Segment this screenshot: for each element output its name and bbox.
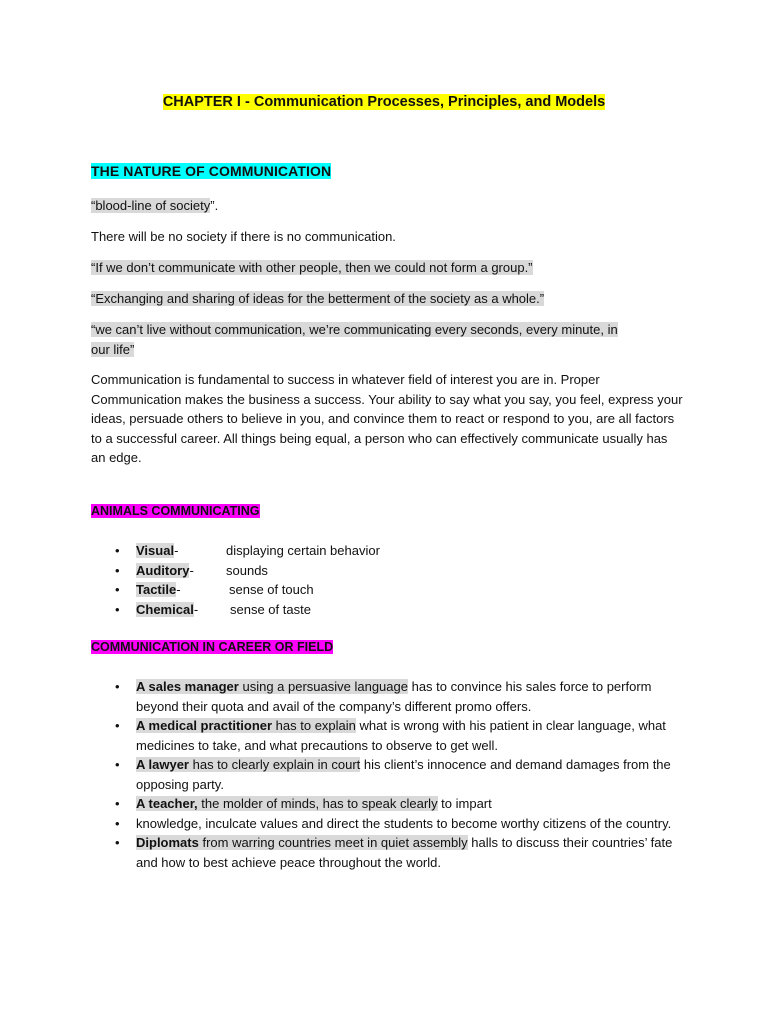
- list-item: • Visual- displaying certain behavior: [115, 543, 380, 558]
- list-item: • Diplomats from warring countries meet in quiet assembly halls to discuss their countries’ fate and how to best achieve peace throughout the world.: [115, 835, 673, 870]
- animals-list: [91, 541, 691, 619]
- list-item: • A medical practitioner has to explain what is wrong with his patient in clear language, what medicines to take, and what precautions to observe to get well.: [115, 718, 666, 753]
- quote-exchanging-ideas: “Exchanging and sharing of ideas for the betterment of the society as a whole.”: [91, 291, 545, 306]
- list-item: • A teacher, the molder of minds, has to speak clearly to impart: [115, 796, 492, 811]
- career-list: [91, 677, 681, 872]
- list-item: • A sales manager using a persuasive language has to convince his sales force to perform beyond their quota and avail of the company’s different promo offers.: [115, 679, 652, 714]
- list-item: • Chemical- sense of taste: [115, 601, 311, 617]
- list-item: • A lawyer has to clearly explain in court his client’s innocence and demand damages from the opposing party.: [115, 757, 671, 792]
- list-item: • Auditory- sounds: [115, 562, 268, 578]
- list-item: • knowledge, inculcate values and direct the students to become worthy citizens of the country.: [115, 815, 672, 831]
- quote-form-group: “If we don’t communicate with other people, then we could not form a group.”: [91, 260, 533, 275]
- quote-blood-line: “blood-line of society”.: [91, 198, 219, 213]
- chapter-title-text: CHAPTER I - Communication Processes, Principles, and Models: [162, 94, 606, 110]
- section-heading-nature: THE NATURE OF COMMUNICATION: [91, 163, 332, 179]
- section-heading-animals: ANIMALS COMMUNICATING: [91, 504, 260, 518]
- paragraph-communication-success: Communication is fundamental to success in whatever field of interest you are in. Proper Communication makes the business a success. Your ability to say what you say, you feel, express your ideas, persuade others to believe in you, and convince them to react or respond to you, are all factors to a successful career. All things being equal, a person who can effectively communicate usually has an edge.: [91, 372, 683, 465]
- chapter-title: [0, 94, 768, 110]
- list-item: • Tactile- sense of touch: [115, 582, 314, 597]
- statement-no-society: There will be no society if there is no communication.: [91, 229, 396, 244]
- quote-cant-live: “we can’t live without communication, we’re communicating every seconds, every minute, in our life”: [91, 322, 618, 357]
- section-heading-career: COMMUNICATION IN CAREER OR FIELD: [91, 640, 334, 654]
